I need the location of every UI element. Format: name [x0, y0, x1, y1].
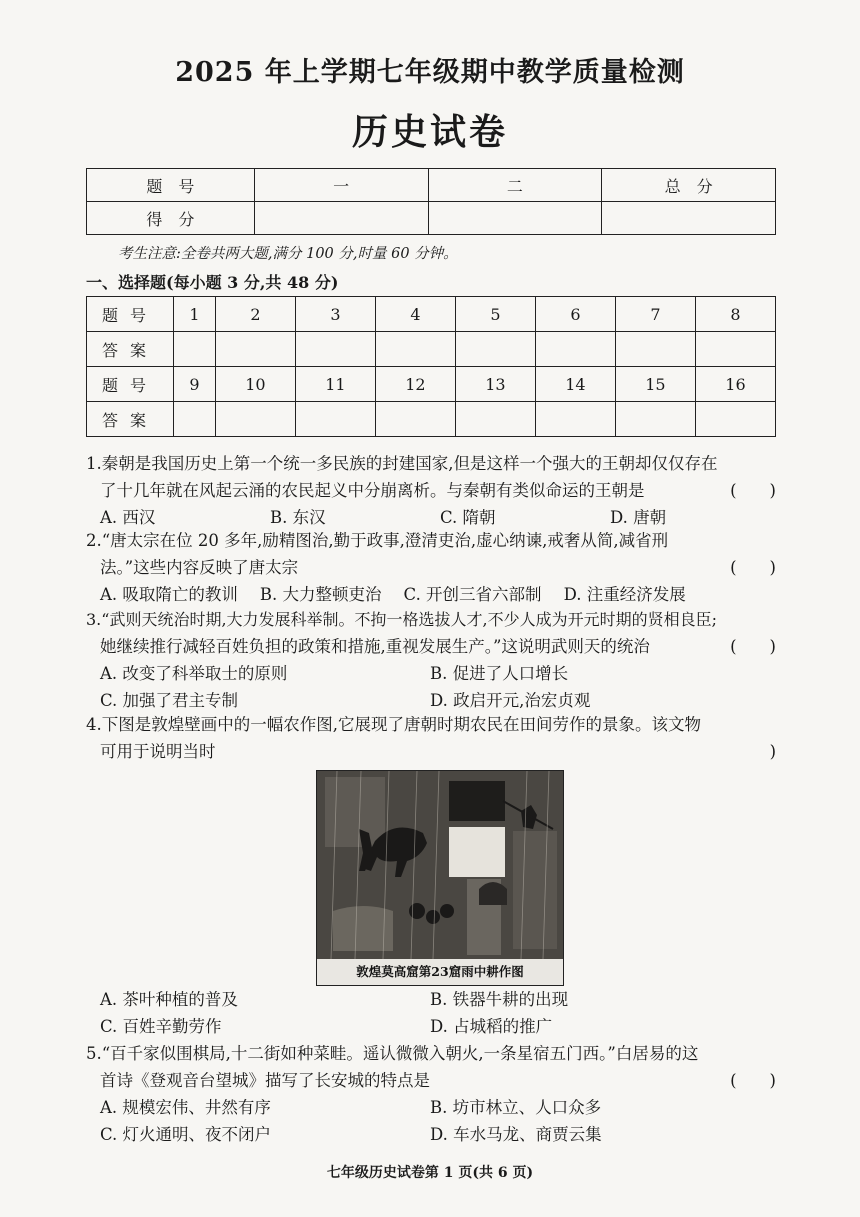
question-4 [86, 711, 786, 765]
option-c[interactable]: C. 隋朝 [440, 508, 496, 527]
answer-fill-row [87, 332, 776, 367]
score-header-part1: 一 [254, 169, 428, 202]
question-5 [86, 1040, 786, 1148]
option-c[interactable]: C. 开创三省六部制 [403, 585, 542, 604]
question-stem-cont [86, 554, 786, 581]
question-stem: 可用于说明当时 [100, 742, 216, 761]
page-footer: 七年级历史试卷第 1 页(共 6 页) [326, 1165, 534, 1181]
answer-cell[interactable] [295, 332, 375, 367]
score-cell-part2[interactable] [428, 202, 602, 235]
option-a[interactable]: A. 吸取隋亡的教训 [100, 585, 238, 604]
option-b[interactable]: B. 铁器牛耕的出现 [430, 990, 569, 1009]
answer-cell[interactable] [295, 402, 375, 437]
question-stem: 法。”这些内容反映了唐太宗 [100, 558, 299, 577]
option-c[interactable]: C. 百姓辛勤劳作 [100, 1017, 222, 1036]
answer-bracket[interactable]: ( ) [730, 1071, 776, 1090]
question-stem: 4.下图是敦煌壁画中的一幅农作图,它展现了唐朝时期农民在田间劳作的景象。该文物 [86, 715, 701, 734]
option-list [86, 986, 786, 1040]
question-stem: 首诗《登观音台望城》描写了长安城的特点是 [100, 1071, 430, 1090]
answer-cell[interactable] [174, 332, 216, 367]
question-stem-cont [86, 633, 786, 660]
answer-number: 3 [295, 297, 375, 332]
answer-number: 6 [535, 297, 615, 332]
option-list [86, 660, 786, 714]
answer-cell[interactable] [455, 402, 535, 437]
answer-cell[interactable] [695, 332, 775, 367]
answer-cell[interactable] [615, 402, 695, 437]
answer-label: 答案 [87, 402, 174, 437]
answer-bracket[interactable]: ) [769, 742, 776, 761]
subject-title: 历史试卷 [351, 111, 508, 153]
question-stem: 3.“武则天统治时期,大力发展科举制。不拘一格选拔人才,不少人成为开元时期的贤相良臣; [86, 610, 718, 629]
answer-bracket[interactable]: ( ) [730, 558, 776, 577]
answer-number: 8 [695, 297, 775, 332]
answer-fill-row [87, 402, 776, 437]
answer-cell[interactable] [695, 402, 775, 437]
section-title: 一、选择题(每小题 3 分,共 48 分) [86, 273, 339, 292]
answer-number: 11 [295, 367, 375, 402]
option-list [86, 581, 786, 608]
answer-number: 16 [695, 367, 775, 402]
score-row-label: 得 分 [87, 202, 255, 235]
answer-number-label: 题号 [87, 367, 174, 402]
answer-cell[interactable] [455, 332, 535, 367]
answer-number-label: 题号 [87, 297, 174, 332]
question-stem: 了十几年就在风起云涌的农民起义中分崩离析。与秦朝有类似命运的王朝是 [100, 481, 645, 500]
answer-label: 答案 [87, 332, 174, 367]
option-a[interactable]: A. 改变了科举取士的原则 [100, 664, 288, 683]
question-stem-cont [86, 1067, 786, 1094]
answer-number: 13 [455, 367, 535, 402]
question-1 [86, 450, 786, 531]
answer-cell[interactable] [615, 332, 695, 367]
option-d[interactable]: D. 政启开元,治宏贞观 [430, 691, 591, 710]
question-2 [86, 527, 786, 608]
answer-number: 15 [615, 367, 695, 402]
option-a[interactable]: A. 茶叶种植的普及 [100, 990, 238, 1009]
option-c[interactable]: C. 加强了君主专制 [100, 691, 239, 710]
question-3 [86, 606, 786, 714]
option-c[interactable]: C. 灯火通明、夜不闭户 [100, 1125, 272, 1144]
option-b[interactable]: B. 促进了人口增长 [430, 664, 569, 683]
exam-title: 2025 年上学期七年级期中教学质量检测 [175, 57, 685, 88]
answer-cell[interactable] [375, 402, 455, 437]
answer-number: 5 [455, 297, 535, 332]
question-stem-cont [86, 738, 786, 765]
answer-number: 12 [375, 367, 455, 402]
option-b[interactable]: B. 坊市林立、人口众多 [430, 1098, 602, 1117]
option-d[interactable]: D. 注重经济发展 [563, 585, 686, 604]
mural-figure [316, 770, 564, 986]
answer-cell[interactable] [215, 402, 295, 437]
answer-number: 1 [174, 297, 216, 332]
question-stem: 5.“百千家似围棋局,十二街如种菜畦。遥认微微入朝火,一条星宿五门西。”白居易的这 [86, 1044, 699, 1063]
answer-cell[interactable] [174, 402, 216, 437]
question-stem: 1.秦朝是我国历史上第一个统一多民族的封建国家,但是这样一个强大的王朝却仅仅存在 [86, 454, 718, 473]
answer-number: 9 [174, 367, 216, 402]
score-header-part2: 二 [428, 169, 602, 202]
question-stem-cont [86, 477, 786, 504]
option-d[interactable]: D. 唐朝 [610, 508, 667, 527]
option-d[interactable]: D. 占城稻的推广 [430, 1017, 553, 1036]
answer-bracket[interactable]: ( ) [730, 481, 776, 500]
option-b[interactable]: B. 东汉 [270, 508, 326, 527]
answer-cell[interactable] [535, 402, 615, 437]
answer-cell[interactable] [375, 332, 455, 367]
option-d[interactable]: D. 车水马龙、商贾云集 [430, 1125, 602, 1144]
answer-cell[interactable] [535, 332, 615, 367]
mural-image [317, 771, 563, 959]
answer-number: 7 [615, 297, 695, 332]
answer-number-row [87, 297, 776, 332]
answer-number: 2 [215, 297, 295, 332]
score-header-total: 总 分 [602, 169, 776, 202]
option-b[interactable]: B. 大力整顿吏治 [259, 585, 382, 604]
exam-notice: 考生注意:全卷共两大题,满分 100 分,时量 60 分钟。 [118, 246, 458, 262]
question-stem: 她继续推行减轻百姓负担的政策和措施,重视发展生产。”这说明武则天的统治 [100, 637, 650, 656]
answer-bracket[interactable]: ( ) [730, 637, 776, 656]
option-list [86, 1094, 786, 1148]
question-4-options [86, 986, 786, 1040]
question-stem: 2.“唐太宗在位 20 多年,励精图治,勤于政事,澄清吏治,虚心纳谏,戒奢从简,减省刑 [86, 531, 669, 550]
score-table [86, 168, 776, 235]
score-cell-total[interactable] [602, 202, 776, 235]
figure-caption: 敦煌莫高窟第23窟雨中耕作图 [317, 959, 563, 985]
option-a[interactable]: A. 规模宏伟、井然有序 [100, 1098, 271, 1117]
answer-cell[interactable] [215, 332, 295, 367]
option-a[interactable]: A. 西汉 [100, 508, 156, 527]
answer-table [86, 296, 776, 437]
score-header-label: 题 号 [87, 169, 255, 202]
answer-number-row [87, 367, 776, 402]
answer-number: 4 [375, 297, 455, 332]
score-cell-part1[interactable] [254, 202, 428, 235]
answer-number: 14 [535, 367, 615, 402]
answer-number: 10 [215, 367, 295, 402]
